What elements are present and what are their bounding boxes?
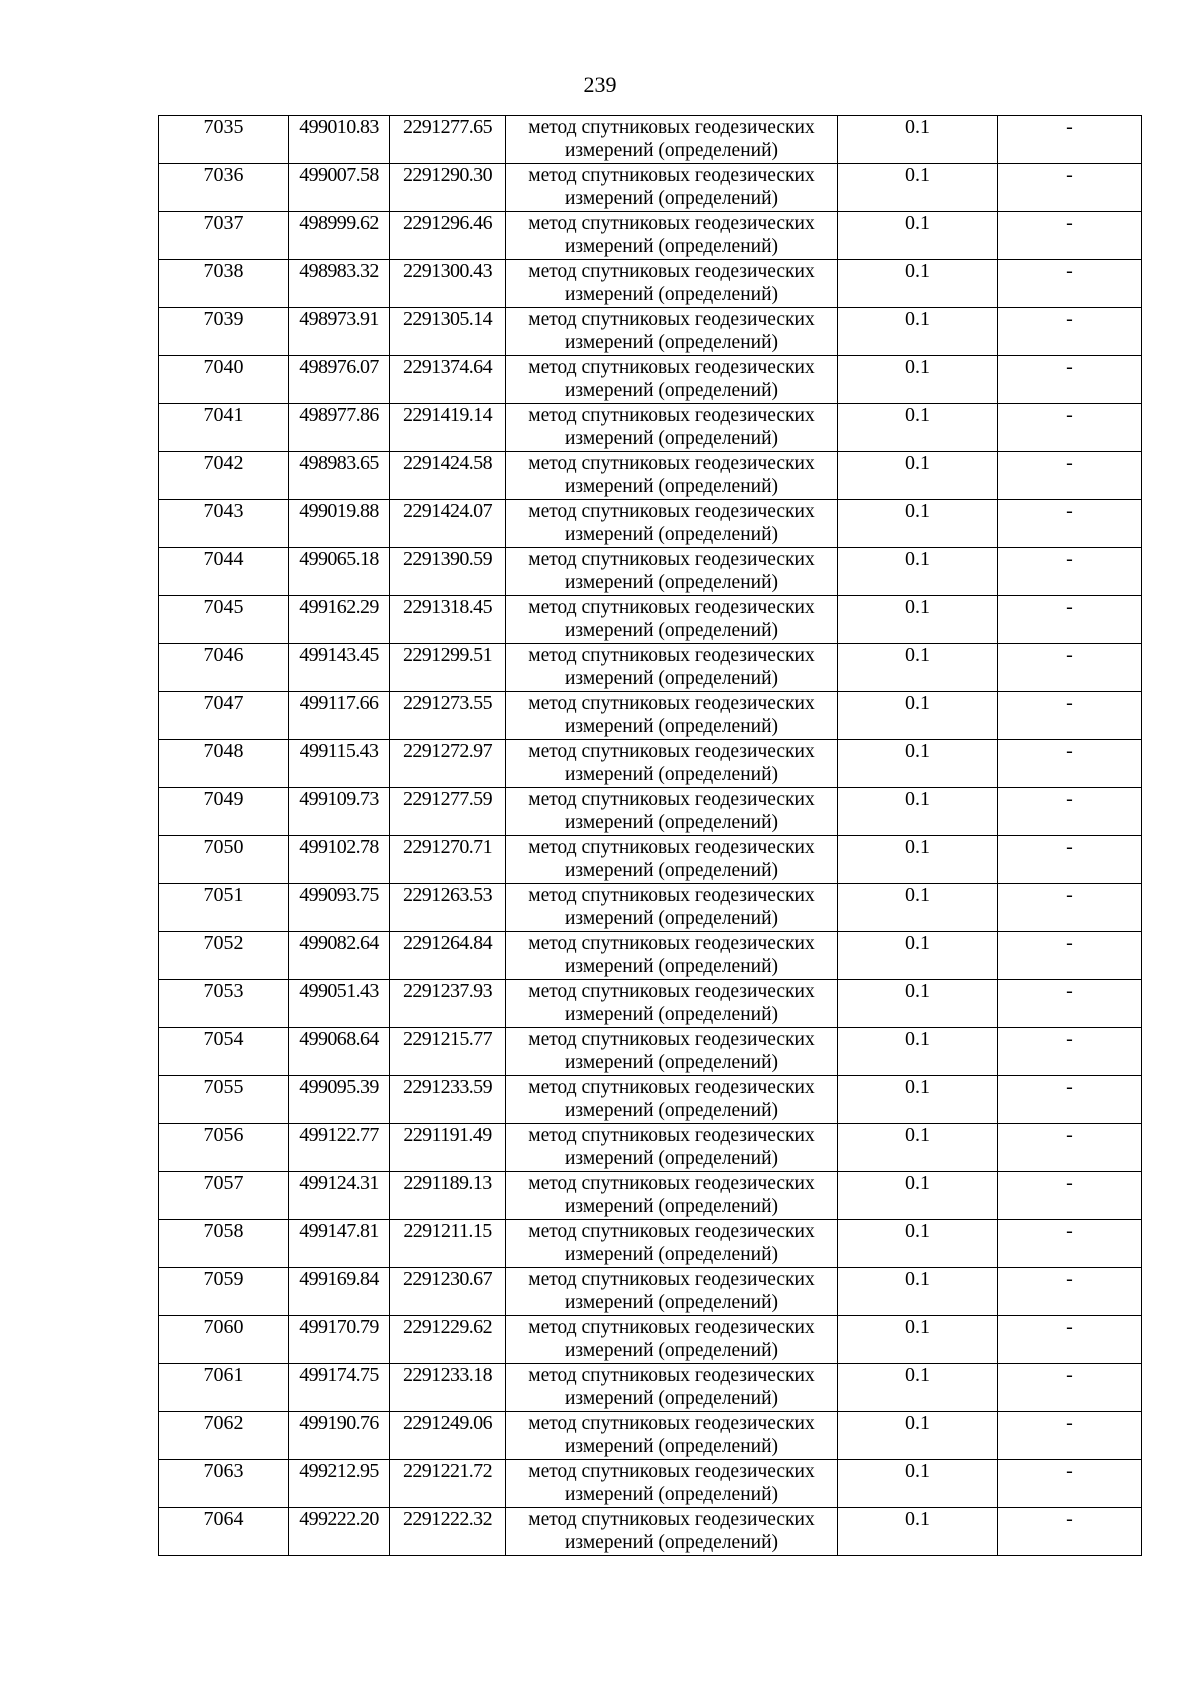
- y-coordinate-cell: 2291233.18: [390, 1364, 506, 1412]
- x-coordinate-cell: 499095.39: [289, 1076, 390, 1124]
- x-coordinate-cell: 499019.88: [289, 500, 390, 548]
- accuracy-cell: 0.1: [838, 1220, 998, 1268]
- method-cell: [506, 1076, 838, 1124]
- coordinates-table-body: [159, 116, 1142, 1556]
- accuracy-cell: 0.1: [838, 308, 998, 356]
- method-text-line1: метод спутниковых геодезических: [528, 1365, 815, 1386]
- method-cell: [506, 452, 838, 500]
- point-number-cell: 7057: [159, 1172, 289, 1220]
- note-cell: -: [998, 500, 1142, 548]
- accuracy-cell: 0.1: [838, 884, 998, 932]
- point-number-cell: 7064: [159, 1508, 289, 1556]
- point-number-cell: 7062: [159, 1412, 289, 1460]
- point-number-cell: 7053: [159, 980, 289, 1028]
- x-coordinate-cell: 499051.43: [289, 980, 390, 1028]
- table-row: [159, 644, 1142, 692]
- note-cell: -: [998, 1412, 1142, 1460]
- y-coordinate-cell: 2291191.49: [390, 1124, 506, 1172]
- point-number-cell: 7047: [159, 692, 289, 740]
- y-coordinate-cell: 2291290.30: [390, 164, 506, 212]
- method-cell: [506, 500, 838, 548]
- accuracy-cell: 0.1: [838, 1268, 998, 1316]
- y-coordinate-cell: 2291305.14: [390, 308, 506, 356]
- table-row: [159, 1028, 1142, 1076]
- method-text-line2: измерений (определений): [564, 524, 779, 545]
- point-number-cell: 7044: [159, 548, 289, 596]
- method-text-line1: метод спутниковых геодезических: [528, 1221, 815, 1242]
- accuracy-cell: 0.1: [838, 644, 998, 692]
- note-cell: -: [998, 308, 1142, 356]
- point-number-cell: 7049: [159, 788, 289, 836]
- method-text-line1: метод спутниковых геодезических: [528, 597, 815, 618]
- y-coordinate-cell: 2291270.71: [390, 836, 506, 884]
- note-cell: -: [998, 644, 1142, 692]
- point-number-cell: 7056: [159, 1124, 289, 1172]
- method-cell: [506, 164, 838, 212]
- x-coordinate-cell: 499109.73: [289, 788, 390, 836]
- x-coordinate-cell: 499170.79: [289, 1316, 390, 1364]
- x-coordinate-cell: 499143.45: [289, 644, 390, 692]
- method-text-line1: метод спутниковых геодезических: [528, 1269, 815, 1290]
- x-coordinate-cell: 498977.86: [289, 404, 390, 452]
- accuracy-cell: 0.1: [838, 1028, 998, 1076]
- method-text-line1: метод спутниковых геодезических: [528, 453, 815, 474]
- point-number-cell: 7036: [159, 164, 289, 212]
- method-text-line2: измерений (определений): [564, 1436, 779, 1457]
- point-number-cell: 7051: [159, 884, 289, 932]
- method-text-line2: измерений (определений): [564, 956, 779, 977]
- method-cell: [506, 1316, 838, 1364]
- table-row: [159, 980, 1142, 1028]
- page-number: 239: [583, 72, 617, 97]
- x-coordinate-cell: 498976.07: [289, 356, 390, 404]
- table-row: [159, 836, 1142, 884]
- accuracy-cell: 0.1: [838, 116, 998, 164]
- point-number-cell: 7061: [159, 1364, 289, 1412]
- method-text-line2: измерений (определений): [564, 236, 779, 257]
- note-cell: -: [998, 932, 1142, 980]
- note-cell: -: [998, 692, 1142, 740]
- method-cell: [506, 260, 838, 308]
- method-text-line1: метод спутниковых геодезических: [528, 1461, 815, 1482]
- method-text-line2: измерений (определений): [564, 140, 779, 161]
- method-text-line2: измерений (определений): [564, 620, 779, 641]
- accuracy-cell: 0.1: [838, 1412, 998, 1460]
- y-coordinate-cell: 2291263.53: [390, 884, 506, 932]
- y-coordinate-cell: 2291211.15: [390, 1220, 506, 1268]
- method-cell: [506, 212, 838, 260]
- table-row: [159, 452, 1142, 500]
- method-text-line1: метод спутниковых геодезических: [528, 213, 815, 234]
- method-cell: [506, 932, 838, 980]
- point-number-cell: 7042: [159, 452, 289, 500]
- x-coordinate-cell: 498999.62: [289, 212, 390, 260]
- accuracy-cell: 0.1: [838, 980, 998, 1028]
- method-text-line1: метод спутниковых геодезических: [528, 837, 815, 858]
- y-coordinate-cell: 2291272.97: [390, 740, 506, 788]
- note-cell: -: [998, 1220, 1142, 1268]
- method-text-line1: метод спутниковых геодезических: [528, 981, 815, 1002]
- accuracy-cell: 0.1: [838, 404, 998, 452]
- method-cell: [506, 356, 838, 404]
- note-cell: -: [998, 1268, 1142, 1316]
- method-text-line1: метод спутниковых геодезических: [528, 789, 815, 810]
- method-text-line2: измерений (определений): [564, 188, 779, 209]
- method-cell: [506, 644, 838, 692]
- table-row: [159, 788, 1142, 836]
- y-coordinate-cell: 2291189.13: [390, 1172, 506, 1220]
- table-row: [159, 740, 1142, 788]
- accuracy-cell: 0.1: [838, 1460, 998, 1508]
- point-number-cell: 7039: [159, 308, 289, 356]
- method-text-line2: измерений (определений): [564, 1100, 779, 1121]
- method-text-line2: измерений (определений): [564, 908, 779, 929]
- point-number-cell: 7058: [159, 1220, 289, 1268]
- method-text-line1: метод спутниковых геодезических: [528, 1317, 815, 1338]
- accuracy-cell: 0.1: [838, 500, 998, 548]
- point-number-cell: 7052: [159, 932, 289, 980]
- accuracy-cell: 0.1: [838, 692, 998, 740]
- y-coordinate-cell: 2291296.46: [390, 212, 506, 260]
- x-coordinate-cell: 499117.66: [289, 692, 390, 740]
- table-row: [159, 1124, 1142, 1172]
- method-text-line2: измерений (определений): [564, 860, 779, 881]
- x-coordinate-cell: 499102.78: [289, 836, 390, 884]
- method-text-line1: метод спутниковых геодезических: [528, 885, 815, 906]
- x-coordinate-cell: 498973.91: [289, 308, 390, 356]
- method-cell: [506, 1172, 838, 1220]
- table-row: [159, 1508, 1142, 1556]
- method-text-line1: метод спутниковых геодезических: [528, 357, 815, 378]
- y-coordinate-cell: 2291221.72: [390, 1460, 506, 1508]
- method-text-line1: метод спутниковых геодезических: [528, 1077, 815, 1098]
- x-coordinate-cell: 498983.32: [289, 260, 390, 308]
- accuracy-cell: 0.1: [838, 260, 998, 308]
- method-cell: [506, 1412, 838, 1460]
- point-number-cell: 7050: [159, 836, 289, 884]
- method-text-line2: измерений (определений): [564, 1244, 779, 1265]
- x-coordinate-cell: 499007.58: [289, 164, 390, 212]
- table-row: [159, 1412, 1142, 1460]
- table-row: [159, 1268, 1142, 1316]
- method-text-line1: метод спутниковых геодезических: [528, 117, 815, 138]
- method-text-line2: измерений (определений): [564, 332, 779, 353]
- note-cell: -: [998, 1028, 1142, 1076]
- method-text-line1: метод спутниковых геодезических: [528, 645, 815, 666]
- x-coordinate-cell: 499010.83: [289, 116, 390, 164]
- point-number-cell: 7060: [159, 1316, 289, 1364]
- x-coordinate-cell: 499169.84: [289, 1268, 390, 1316]
- point-number-cell: 7059: [159, 1268, 289, 1316]
- method-cell: [506, 1508, 838, 1556]
- table-row: [159, 356, 1142, 404]
- method-cell: [506, 404, 838, 452]
- point-number-cell: 7045: [159, 596, 289, 644]
- point-number-cell: 7055: [159, 1076, 289, 1124]
- method-text-line1: метод спутниковых геодезических: [528, 309, 815, 330]
- y-coordinate-cell: 2291222.32: [390, 1508, 506, 1556]
- y-coordinate-cell: 2291277.59: [390, 788, 506, 836]
- table-row: [159, 1316, 1142, 1364]
- y-coordinate-cell: 2291277.65: [390, 116, 506, 164]
- x-coordinate-cell: 499190.76: [289, 1412, 390, 1460]
- method-cell: [506, 548, 838, 596]
- accuracy-cell: 0.1: [838, 596, 998, 644]
- table-row: [159, 1460, 1142, 1508]
- accuracy-cell: 0.1: [838, 548, 998, 596]
- method-cell: [506, 980, 838, 1028]
- point-number-cell: 7043: [159, 500, 289, 548]
- method-text-line2: измерений (определений): [564, 1388, 779, 1409]
- method-text-line2: измерений (определений): [564, 1340, 779, 1361]
- method-text-line2: измерений (определений): [564, 1196, 779, 1217]
- method-text-line1: метод спутниковых геодезических: [528, 1125, 815, 1146]
- note-cell: -: [998, 1124, 1142, 1172]
- method-cell: [506, 740, 838, 788]
- method-text-line1: метод спутниковых геодезических: [528, 261, 815, 282]
- table-row: [159, 308, 1142, 356]
- note-cell: -: [998, 596, 1142, 644]
- accuracy-cell: 0.1: [838, 1124, 998, 1172]
- method-text-line1: метод спутниковых геодезических: [528, 741, 815, 762]
- method-text-line1: метод спутниковых геодезических: [528, 1413, 815, 1434]
- y-coordinate-cell: 2291264.84: [390, 932, 506, 980]
- x-coordinate-cell: 499162.29: [289, 596, 390, 644]
- method-cell: [506, 596, 838, 644]
- point-number-cell: 7046: [159, 644, 289, 692]
- note-cell: -: [998, 980, 1142, 1028]
- point-number-cell: 7041: [159, 404, 289, 452]
- note-cell: -: [998, 836, 1142, 884]
- method-cell: [506, 1028, 838, 1076]
- method-cell: [506, 308, 838, 356]
- note-cell: -: [998, 1364, 1142, 1412]
- x-coordinate-cell: 499174.75: [289, 1364, 390, 1412]
- table-row: [159, 1364, 1142, 1412]
- note-cell: -: [998, 1316, 1142, 1364]
- method-text-line1: метод спутниковых геодезических: [528, 1029, 815, 1050]
- accuracy-cell: 0.1: [838, 164, 998, 212]
- point-number-cell: 7048: [159, 740, 289, 788]
- note-cell: -: [998, 116, 1142, 164]
- method-text-line2: измерений (определений): [564, 1004, 779, 1025]
- point-number-cell: 7035: [159, 116, 289, 164]
- accuracy-cell: 0.1: [838, 836, 998, 884]
- method-text-line2: измерений (определений): [564, 1484, 779, 1505]
- method-text-line2: измерений (определений): [564, 284, 779, 305]
- note-cell: -: [998, 788, 1142, 836]
- y-coordinate-cell: 2291424.07: [390, 500, 506, 548]
- note-cell: -: [998, 1172, 1142, 1220]
- method-cell: [506, 884, 838, 932]
- accuracy-cell: 0.1: [838, 1364, 998, 1412]
- table-row: [159, 932, 1142, 980]
- method-text-line2: измерений (определений): [564, 476, 779, 497]
- method-text-line2: измерений (определений): [564, 1532, 779, 1553]
- point-number-cell: 7054: [159, 1028, 289, 1076]
- y-coordinate-cell: 2291390.59: [390, 548, 506, 596]
- y-coordinate-cell: 2291374.64: [390, 356, 506, 404]
- coordinates-table: [158, 115, 1142, 1556]
- note-cell: -: [998, 404, 1142, 452]
- y-coordinate-cell: 2291419.14: [390, 404, 506, 452]
- method-cell: [506, 1460, 838, 1508]
- table-row: [159, 884, 1142, 932]
- accuracy-cell: 0.1: [838, 1508, 998, 1556]
- accuracy-cell: 0.1: [838, 788, 998, 836]
- x-coordinate-cell: 499115.43: [289, 740, 390, 788]
- y-coordinate-cell: 2291273.55: [390, 692, 506, 740]
- y-coordinate-cell: 2291215.77: [390, 1028, 506, 1076]
- x-coordinate-cell: 499093.75: [289, 884, 390, 932]
- method-text-line2: измерений (определений): [564, 572, 779, 593]
- note-cell: -: [998, 740, 1142, 788]
- method-text-line2: измерений (определений): [564, 428, 779, 449]
- table-row: [159, 212, 1142, 260]
- accuracy-cell: 0.1: [838, 740, 998, 788]
- method-cell: [506, 1364, 838, 1412]
- point-number-cell: 7063: [159, 1460, 289, 1508]
- table-row: [159, 692, 1142, 740]
- x-coordinate-cell: 499068.64: [289, 1028, 390, 1076]
- note-cell: -: [998, 884, 1142, 932]
- table-row: [159, 548, 1142, 596]
- note-cell: -: [998, 212, 1142, 260]
- accuracy-cell: 0.1: [838, 932, 998, 980]
- method-cell: [506, 1268, 838, 1316]
- method-text-line2: измерений (определений): [564, 380, 779, 401]
- note-cell: -: [998, 356, 1142, 404]
- method-cell: [506, 1220, 838, 1268]
- method-cell: [506, 836, 838, 884]
- point-number-cell: 7037: [159, 212, 289, 260]
- table-row: [159, 260, 1142, 308]
- note-cell: -: [998, 1076, 1142, 1124]
- method-text-line2: измерений (определений): [564, 812, 779, 833]
- y-coordinate-cell: 2291233.59: [390, 1076, 506, 1124]
- y-coordinate-cell: 2291424.58: [390, 452, 506, 500]
- note-cell: -: [998, 260, 1142, 308]
- method-text-line2: измерений (определений): [564, 668, 779, 689]
- method-text-line1: метод спутниковых геодезических: [528, 405, 815, 426]
- method-text-line1: метод спутниковых геодезических: [528, 933, 815, 954]
- method-text-line2: измерений (определений): [564, 716, 779, 737]
- y-coordinate-cell: 2291299.51: [390, 644, 506, 692]
- table-row: [159, 116, 1142, 164]
- y-coordinate-cell: 2291300.43: [390, 260, 506, 308]
- x-coordinate-cell: 498983.65: [289, 452, 390, 500]
- method-text-line1: метод спутниковых геодезических: [528, 693, 815, 714]
- method-text-line2: измерений (определений): [564, 1292, 779, 1313]
- x-coordinate-cell: 499222.20: [289, 1508, 390, 1556]
- note-cell: -: [998, 164, 1142, 212]
- point-number-cell: 7038: [159, 260, 289, 308]
- note-cell: -: [998, 452, 1142, 500]
- x-coordinate-cell: 499147.81: [289, 1220, 390, 1268]
- method-text-line2: измерений (определений): [564, 1148, 779, 1169]
- y-coordinate-cell: 2291237.93: [390, 980, 506, 1028]
- method-cell: [506, 692, 838, 740]
- method-cell: [506, 116, 838, 164]
- table-row: [159, 500, 1142, 548]
- accuracy-cell: 0.1: [838, 1316, 998, 1364]
- method-text-line1: метод спутниковых геодезических: [528, 549, 815, 570]
- method-text-line2: измерений (определений): [564, 1052, 779, 1073]
- table-row: [159, 404, 1142, 452]
- method-text-line1: метод спутниковых геодезических: [528, 1173, 815, 1194]
- x-coordinate-cell: 499082.64: [289, 932, 390, 980]
- note-cell: -: [998, 1460, 1142, 1508]
- y-coordinate-cell: 2291229.62: [390, 1316, 506, 1364]
- table-row: [159, 1220, 1142, 1268]
- accuracy-cell: 0.1: [838, 212, 998, 260]
- method-cell: [506, 788, 838, 836]
- table-row: [159, 1172, 1142, 1220]
- method-text-line2: измерений (определений): [564, 764, 779, 785]
- x-coordinate-cell: 499124.31: [289, 1172, 390, 1220]
- method-cell: [506, 1124, 838, 1172]
- y-coordinate-cell: 2291318.45: [390, 596, 506, 644]
- table-row: [159, 164, 1142, 212]
- table-row: [159, 1076, 1142, 1124]
- accuracy-cell: 0.1: [838, 1172, 998, 1220]
- y-coordinate-cell: 2291230.67: [390, 1268, 506, 1316]
- x-coordinate-cell: 499122.77: [289, 1124, 390, 1172]
- note-cell: -: [998, 1508, 1142, 1556]
- accuracy-cell: 0.1: [838, 356, 998, 404]
- x-coordinate-cell: 499065.18: [289, 548, 390, 596]
- point-number-cell: 7040: [159, 356, 289, 404]
- method-text-line1: метод спутниковых геодезических: [528, 501, 815, 522]
- x-coordinate-cell: 499212.95: [289, 1460, 390, 1508]
- accuracy-cell: 0.1: [838, 1076, 998, 1124]
- method-text-line1: метод спутниковых геодезических: [528, 165, 815, 186]
- y-coordinate-cell: 2291249.06: [390, 1412, 506, 1460]
- method-text-line1: метод спутниковых геодезических: [528, 1509, 815, 1530]
- table-row: [159, 596, 1142, 644]
- accuracy-cell: 0.1: [838, 452, 998, 500]
- note-cell: -: [998, 548, 1142, 596]
